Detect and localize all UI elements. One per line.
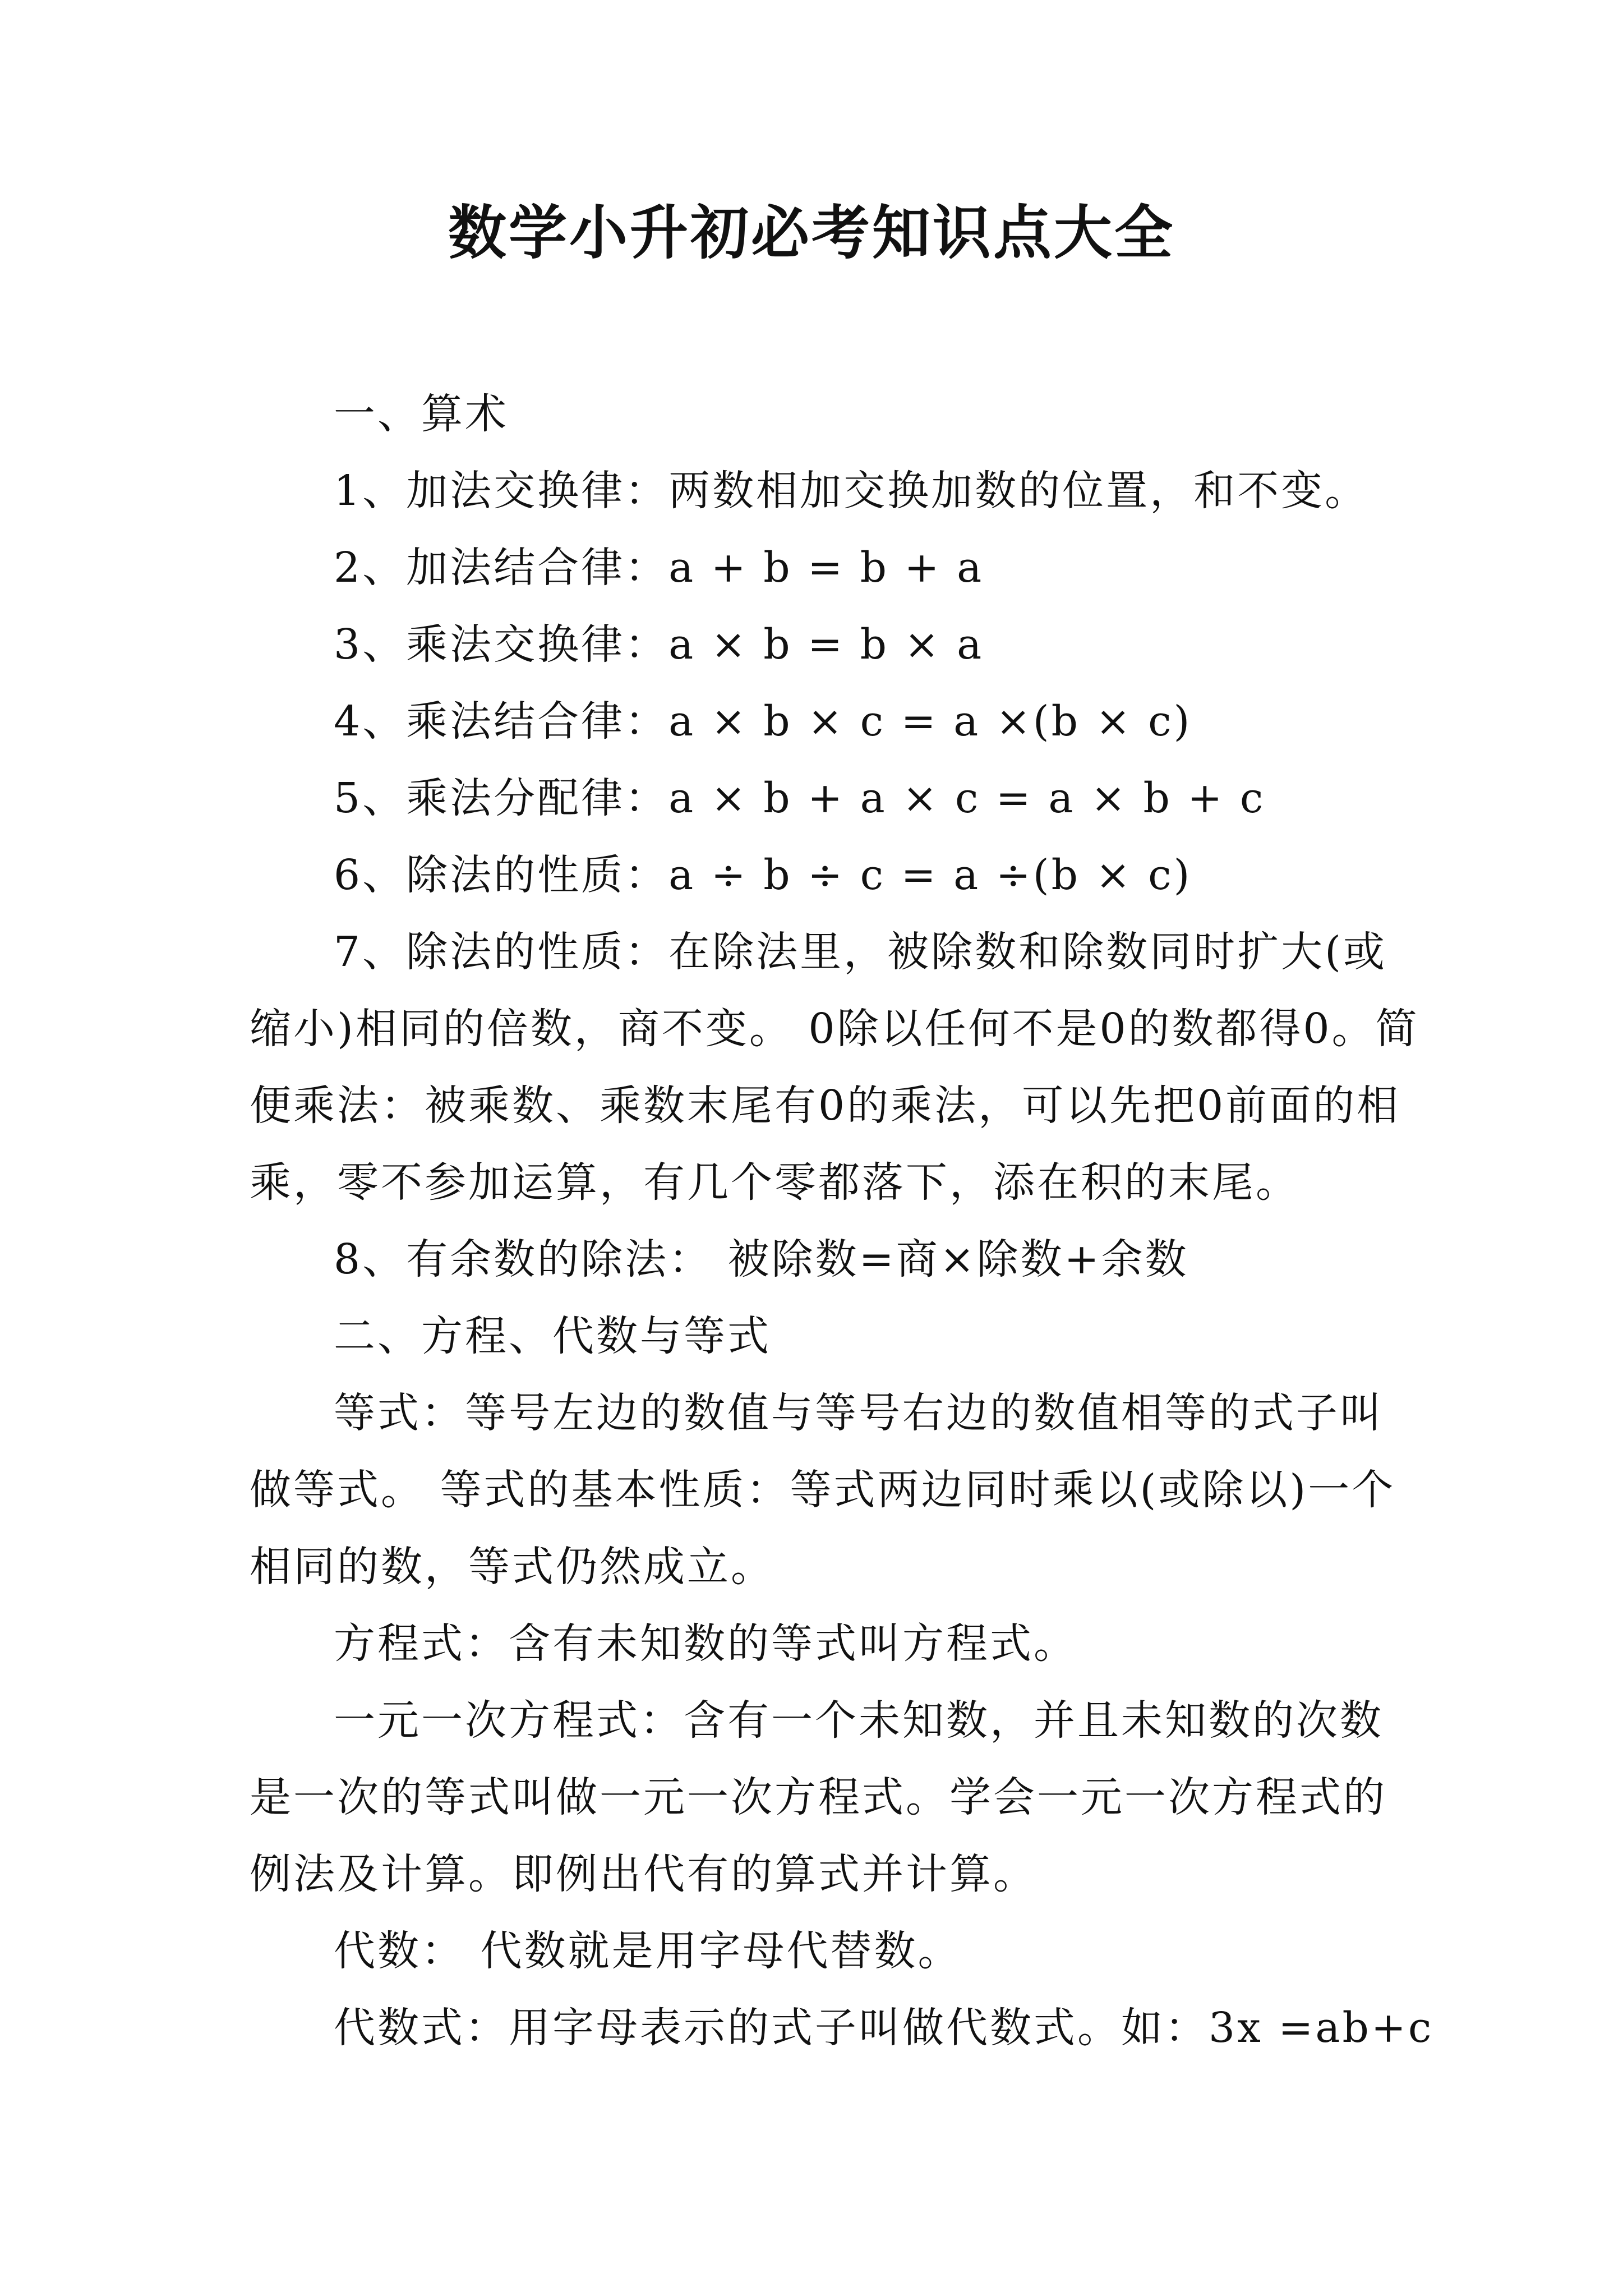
rule-multiplication-commutative: 3、乘法交换律：a × b = b × a (334, 620, 984, 669)
section-heading-equations: 二、方程、代数与等式 (334, 1312, 771, 1360)
rule-multiplication-associative: 4、乘法结合律：a × b × c = a ×(b × c) (334, 697, 1192, 746)
section-heading-arithmetic: 一、算术 (334, 390, 509, 438)
definition-equality: 等式：等号左边的数值与等号右边的数值相等的式子叫做等式。 等式的基本性质：等式两边同时乘以(或除以)一个相同的数，等式仍然成立。 (250, 1389, 1396, 1591)
rule-multiplication-distributive: 5、乘法分配律：a × b + a × c = a × b + c (334, 774, 1266, 822)
document-body (250, 376, 1434, 2067)
definition-linear-equation: 一元一次方程式：含有一个未知数，并且未知数的次数是一次的等式叫做一元一次方程式。学会一元一次方程式的例法及计算。即例出代有的算式并计算。 (250, 1696, 1387, 1898)
rule-division-property-2: 7、除法的性质：在除法里，被除数和除数同时扩大(或缩小)相同的倍数，商不变。 0除以任何不是0的数都得0。简便乘法：被乘数、乘数末尾有0的乘法，可以先把0前面的相乘，零不参加运算，有几个零都落下，添在积的末尾。 (250, 928, 1419, 1207)
definition-algebraic-expression: 代数式：用字母表示的式子叫做代数式。如：3x =ab+c (334, 2004, 1434, 2052)
definition-equation: 方程式：含有未知数的等式叫方程式。 (334, 1619, 1077, 1668)
definition-algebra: 代数： 代数就是用字母代替数。 (334, 1927, 962, 1975)
rule-division-property-1: 6、除法的性质：a ÷ b ÷ c = a ÷(b × c) (334, 851, 1192, 899)
rule-addition-associative: 2、加法结合律：a + b = b + a (334, 544, 984, 592)
document-title: 数学小升初必考知识点大全 (448, 198, 1175, 267)
rule-addition-commutative: 1、加法交换律：两数相加交换加数的位置，和不变。 (334, 467, 1369, 515)
rule-division-with-remainder: 8、有余数的除法： 被除数=商×除数+余数 (334, 1235, 1189, 1283)
